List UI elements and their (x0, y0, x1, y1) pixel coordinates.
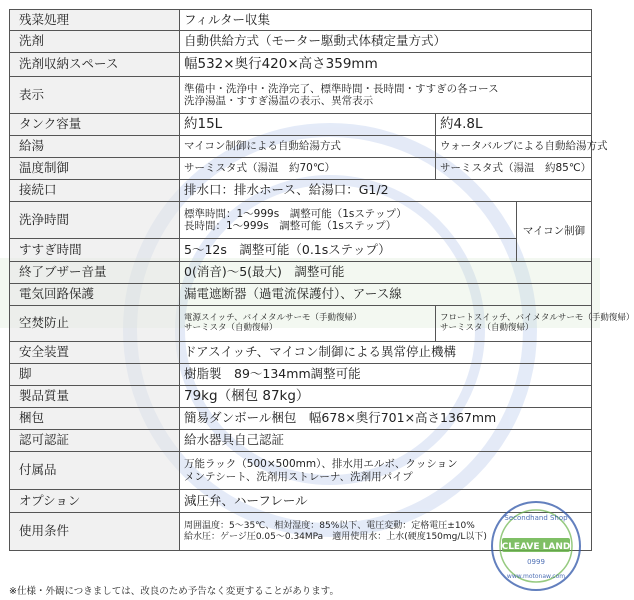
value-fuzoku-line1: 万能ラック（500×500mm）、排水用エルボ、クッション (184, 458, 458, 471)
value-ninka: 給水器具自己認証 (180, 430, 592, 452)
value-kuudaki-rinse-line1: フロートスイッチ、バイメタルサーモ（手動復帰） (440, 312, 634, 323)
value-susugi: 5～12s 調整可能（0.1sステップ） (180, 239, 517, 262)
value-denki: 漏電遮断器（過電流保護付）、アース線 (180, 284, 592, 306)
value-ondo-rinse: サーミスタ式（湯温 約85℃） (436, 158, 592, 180)
label-senzai-space: 洗剤収納スペース (10, 53, 180, 77)
badge-top-text: Secondhand Shop (504, 514, 568, 522)
label-buzzer: 終了ブザー音量 (10, 262, 180, 284)
row-buzzer (10, 262, 592, 284)
value-senzai-space: 幅532×奥行420×高さ359mm (180, 53, 592, 77)
value-kyuto-rinse: ウォータバルブによる自動給湯方式 (436, 136, 592, 158)
label-hyouji: 表示 (10, 77, 180, 114)
row-senjo-jikan (10, 202, 592, 239)
row-ashi (10, 364, 592, 386)
value-konpo: 簡易ダンボール梱包 幅678×奥行701×高さ1367mm (180, 408, 592, 430)
row-kuudaki (10, 306, 592, 342)
value-hyouji-line2: 洗浄湯温・すすぎ湯温の表示、異常表示 (184, 95, 374, 107)
label-senzai: 洗剤 (10, 31, 180, 53)
label-kyuto: 給湯 (10, 136, 180, 158)
value-kuudaki-wash-line1: 電源スイッチ、バイメタルサーモ（手動復帰） (184, 312, 362, 323)
value-senjo-standard: 標準時間：1～999s 調整可能（1sステップ） (184, 207, 407, 220)
row-ondo (10, 158, 592, 180)
value-jouken-line2: 給水圧：ゲージ圧0.05～0.34MPa 適用使用水：上水(硬度150mg/L以下) (184, 531, 487, 542)
value-buzzer: 0(消音)～5(最大) 調整可能 (180, 262, 592, 284)
label-ondo: 温度制御 (10, 158, 180, 180)
row-kyuto (10, 136, 592, 158)
row-hyouji (10, 77, 592, 114)
value-tank-rinse: 約4.8L (436, 114, 592, 136)
row-konpo (10, 408, 592, 430)
shop-badge-logo (490, 500, 582, 592)
label-denki: 電気回路保護 (10, 284, 180, 306)
value-kuudaki-wash-line2: サーミスタ（自動復帰） (184, 322, 278, 333)
badge-name: CLEAVE LAND (501, 542, 571, 552)
value-option: 減圧弁、ハーフレール (180, 490, 592, 513)
label-susugi: すすぎ時間 (10, 239, 180, 262)
label-ninka: 認可認証 (10, 430, 180, 452)
label-konpo: 梱包 (10, 408, 180, 430)
value-tank-wash: 約15L (180, 114, 436, 136)
row-fuzoku (10, 452, 592, 490)
row-shitsuryo (10, 386, 592, 408)
value-kuudaki-rinse-line2: サーミスタ（自動復帰） (440, 322, 534, 333)
value-ondo-wash: サーミスタ式（湯温 約70℃） (180, 158, 436, 180)
value-ashi: 樹脂製 89～134mm調整可能 (180, 364, 592, 386)
label-zansai: 残菜処理 (10, 10, 180, 31)
row-tank (10, 114, 592, 136)
label-kuudaki: 空焚防止 (10, 306, 180, 342)
label-jouken: 使用条件 (10, 513, 180, 551)
value-setsuzoku: 排水口：排水ホース、給湯口：G1/2 (180, 180, 592, 202)
row-senzai-space (10, 53, 592, 77)
value-senjo-long: 長時間：1～999s 調整可能（1sステップ） (184, 220, 397, 232)
value-fuzoku-line2: メンテシート、洗剤用ストレーナ、洗剤用パイプ (184, 470, 413, 483)
label-shitsuryo: 製品質量 (10, 386, 180, 408)
value-anzen: ドアスイッチ、マイコン制御による異常停止機構 (180, 342, 592, 364)
label-anzen: 安全装置 (10, 342, 180, 364)
spec-table (9, 9, 634, 551)
row-denki (10, 284, 592, 306)
row-ninka (10, 430, 592, 452)
footnote: ※仕様・外観につきましては、改良のため予告なく変更することがあります。 (9, 586, 340, 597)
label-tank: タンク容量 (10, 114, 180, 136)
label-ashi: 脚 (10, 364, 180, 386)
value-shitsuryo: 79kg（梱包 87kg） (180, 386, 592, 408)
label-option: オプション (10, 490, 180, 513)
value-maikon-seigyo: マイコン制御 (517, 202, 592, 262)
value-kyuto-wash: マイコン制御による自動給湯方式 (180, 136, 436, 158)
badge-number: 0999 (527, 558, 545, 566)
row-setsuzoku (10, 180, 592, 202)
value-jouken-line1: 周囲温度：5～35℃、相対湿度：85%以下、電圧変動：定格電圧±10% (184, 521, 475, 532)
label-senjo-jikan: 洗浄時間 (10, 202, 180, 239)
label-fuzoku: 付属品 (10, 452, 180, 490)
row-senzai (10, 31, 592, 53)
value-senzai: 自動供給方式（モーター駆動式体積定量方式） (180, 31, 592, 53)
value-zansai: フィルター収集 (180, 10, 592, 31)
row-zansai (10, 10, 592, 31)
value-hyouji-line1: 準備中・洗浄中・洗浄完了、標準時間・長時間・すすぎの各コース (184, 82, 499, 95)
row-anzen (10, 342, 592, 364)
badge-url: www.motonaw.com (506, 573, 566, 580)
label-setsuzoku: 接続口 (10, 180, 180, 202)
row-susugi (10, 239, 592, 262)
